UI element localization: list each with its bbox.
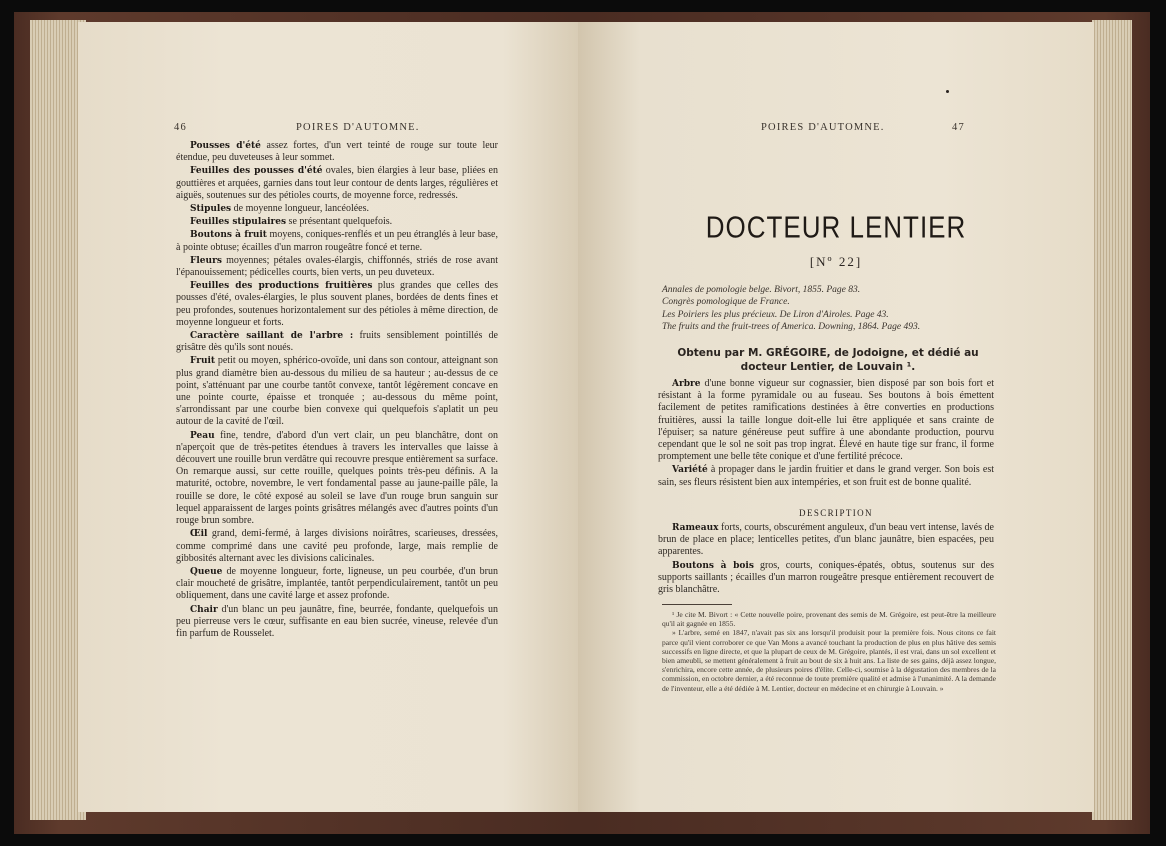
paragraph-text: gros, courts, coniques-épatés, obtus, soutenus sur des supports saillants ; écailles d'un marron rougeâtre presque entièrement recouvert de gris blanchâtre. — [658, 559, 994, 596]
reference-line: Les Poiriers les plus précieux. De Liron d'Airoles. Page 43. — [662, 309, 889, 320]
footnote-rule — [662, 604, 732, 605]
left-page-body — [176, 140, 498, 641]
paragraph-label: Feuilles des pousses d'été — [190, 166, 323, 177]
paragraph-label: Caractère saillant de l'arbre : — [190, 331, 354, 342]
paragraph-label: Peau — [190, 430, 215, 441]
paragraph — [176, 165, 498, 202]
paragraph — [658, 522, 994, 559]
paragraph-label: Feuilles stipulaires — [190, 217, 287, 228]
paragraph-label: Feuilles des productions fruitières — [190, 281, 373, 292]
paragraph — [176, 216, 498, 228]
paragraph-label: Stipules — [190, 204, 232, 215]
paragraph-text: se présentant quelquefois. — [286, 216, 393, 228]
left-page-number: 46 — [174, 122, 187, 133]
paragraph-text: à propager dans le jardin fruitier et dans le grand verger. Son bois est sain, ses fleurs résistent bien aux intempéries, et son fruit est de bonne qualité. — [658, 464, 994, 488]
paragraph-text: grand, demi-fermé, à larges divisions noirâtres, scarieuses, dressées, comme comprimé dans une cavité peu profonde, large, mais remplie de gibbosités alternant avec les divisions calicinales. — [176, 528, 498, 564]
paragraph-text: moyens, coniques-renflés et un peu étranglés à leur base, à pointe obtuse; écailles d'un marron rougeâtre foncé et terne. — [176, 229, 498, 253]
reference-line: Congrès pomologique de France. — [662, 297, 790, 308]
paragraph — [176, 229, 498, 253]
paragraph-label: Queue — [190, 566, 223, 577]
paragraph-text: de moyenne longueur, forte, ligneuse, un peu courbée, d'un brun clair moucheté de grisâtre, implantée, tantôt perpendiculairement, tantôt un peu obliquement, dans une cavité large et assez profonde. — [176, 565, 498, 602]
variety-number: [Nº 22] — [809, 254, 863, 269]
paragraph-label: Rameaux — [672, 523, 719, 533]
paragraph — [176, 528, 498, 565]
footnote — [662, 610, 996, 693]
paragraph-text: fine, tendre, d'abord d'un vert clair, un peu blanchâtre, dont on n'aperçoit que de très-petites étendues à travers les intervalles que laisse à découvert une rouille brun verdâtre qui recouvre presque entièrement sa surface. On remarque aussi, sur cette rouille, quelques points très-peu définis. A la maturité, octobre, novembre, le vert fondamental passe au jaune-paille pâle, la rouille se dore, le côté exposé au soleil se lave d'un rouge brun sanguin sur lequel apparaissent de larges points grisâtres mélangés avec d'autres points d'un rouge brun sombre. — [176, 429, 498, 527]
paragraph — [176, 330, 498, 354]
footnote-paragraph: » L'arbre, semé en 1847, n'avait pas six ans lorsqu'il produisit pour la première fois. Nous citons ce fait parce qu'il vient corroborer ce que Van Mons a avancé touchant la production de plus en plus hâtive des semis successifs en ligne directe, et que la plupart de ceux de M. Grégoire, plantés, il est vrai, dans un sol excellent et bien ameubli, se mettent généralement à fruit au bout de six à huit ans. La liste de ses gains, déjà assez longue, s'enrichira, encore cette année, de plusieurs poires d'élite. Celle-ci, soumise à la dégustation des membres de la commission, en octobre dernier, a été reconnue de toute première qualité et admise à l'unanimité. A la demande de l'inventeur, elle a été dédiée à M. Lentier, docteur en médecine et en chirurgie à Louvain. » — [662, 628, 996, 693]
paragraph-text: fruits sensiblement pointillés de grisâtre dès qu'ils sont noués. — [176, 330, 498, 354]
paragraph — [176, 280, 498, 329]
paragraph — [176, 140, 498, 164]
paragraph — [176, 566, 498, 603]
right-page-body — [658, 378, 994, 490]
reference-line: The fruits and the fruit-trees of America. Downing, 1864. Page 493. — [662, 322, 921, 333]
paragraph-text: assez fortes, d'un vert teinté de rouge sur toute leur étendue, peu duveteuses à leur sommet. — [176, 140, 498, 164]
paragraph-label: Arbre — [672, 379, 701, 389]
paragraph-label: Boutons à fruit — [190, 230, 267, 241]
footnote-paragraph: ¹ Je cite M. Bivort : « Cette nouvelle poire, provenant des semis de M. Grégoire, est peut-être la meilleure qu'il ait gagnée en 1855. — [662, 610, 996, 629]
bibliographic-references — [662, 284, 992, 334]
reference-line: Annales de pomologie belge. Bivort, 1855. Page 83. — [662, 285, 861, 295]
paragraph-label: Œil — [190, 529, 208, 540]
paragraph-label: Fleurs — [190, 255, 222, 266]
paragraph — [658, 560, 994, 597]
paragraph-text: moyennes; pétales ovales-élargis, chiffonnés, striés de rose avant l'épanouissement; pédicelles courts, bien verts, un peu duveteux. — [176, 254, 498, 279]
paragraph-text: petit ou moyen, sphérico-ovoïde, uni dans son contour, atteignant son plus grand diamètre bien au-dessous du milieu de sa hauteur ; au-dessus de ce point, s'atténuant par une courbe tantôt convexe, tantôt légèrement concave en une pointe courte, épaisse et tronquée ; au-dessous du même point, s'arrondissant par une courbe bien convexe qui quelquefois s'aplatit un peu autour de la cavité de l'œil. — [176, 355, 498, 428]
paragraph-text: plus grandes que celles des pousses d'été, ovales-élargies, le plus souvent planes, bordées de dents fines et peu profondes, soutenues horizontalement sur des pétioles à même direction, de moyenne longueur et forts. — [176, 280, 498, 328]
paragraph — [176, 203, 498, 215]
origin-statement: Obtenu par M. GRÉGOIRE, de Jodoigne, et dédié au docteur Lentier, de Louvain ¹. — [677, 347, 979, 373]
paragraph-text: de moyenne longueur, lancéolées. — [231, 203, 370, 215]
paragraph — [658, 464, 994, 488]
left-running-head: POIRES D'AUTOMNE. — [296, 122, 420, 133]
paragraph — [176, 604, 498, 641]
paragraph-text: forts, courts, obscurément anguleux, d'un beau vert intense, lavés de brun de place en place; lenticelles petites, d'un blanc jaunâtre, bien espacées, peu apparentes. — [658, 522, 994, 558]
variety-title: DOCTEUR LENTIER — [705, 209, 967, 245]
paragraph-label: Boutons à bois — [672, 560, 754, 571]
description-body — [658, 522, 994, 597]
right-page-number: 47 — [952, 122, 965, 133]
paragraph — [176, 430, 498, 528]
paragraph-label: Fruit — [190, 356, 216, 367]
right-page — [578, 22, 1094, 812]
paragraph-label: Pousses d'été — [190, 141, 261, 151]
paragraph — [176, 255, 498, 279]
right-running-head: POIRES D'AUTOMNE. — [761, 122, 885, 133]
speck — [946, 90, 949, 93]
paragraph-label: Chair — [190, 604, 218, 615]
paragraph-text: d'une bonne vigueur sur cognassier, bien disposé par son bois fort et résistant à la forme pyramidale ou au fuseau. Ses boutons à bois émettent facilement de petites ramifications destinées à être converties en productions fruitières, aussi la taille longue doit-elle lui être appliquée et sans crainte de l'épuiser; sa nature généreuse peut suffire à une abondante production, pourvu cependant que le sol ne soit pas trop ingrat. Élevé en haute tige sur franc, il forme promptement une belle tête conique et d'une fertilité précoce. — [658, 378, 994, 463]
left-page — [78, 22, 578, 812]
paragraph-label: Variété — [672, 465, 708, 476]
paragraph — [658, 378, 994, 463]
paragraph-text: ovales, bien élargies à leur base, pliées en gouttières et arquées, garnies dans tout leur contour de dents larges, régulières et aiguës, soutenues sur des pétioles courts, de moyenne force, redressés. — [176, 165, 498, 201]
description-heading: DESCRIPTION — [799, 508, 873, 518]
right-page-edges — [1092, 20, 1132, 820]
paragraph — [176, 355, 498, 428]
paragraph-text: d'un blanc un peu jaunâtre, fine, beurrée, fondante, quelquefois un peu pierreuse vers le cœur, suffisante en eau bien sucrée, vineuse, relevée d'un fin parfum de Rousselet. — [176, 603, 498, 639]
